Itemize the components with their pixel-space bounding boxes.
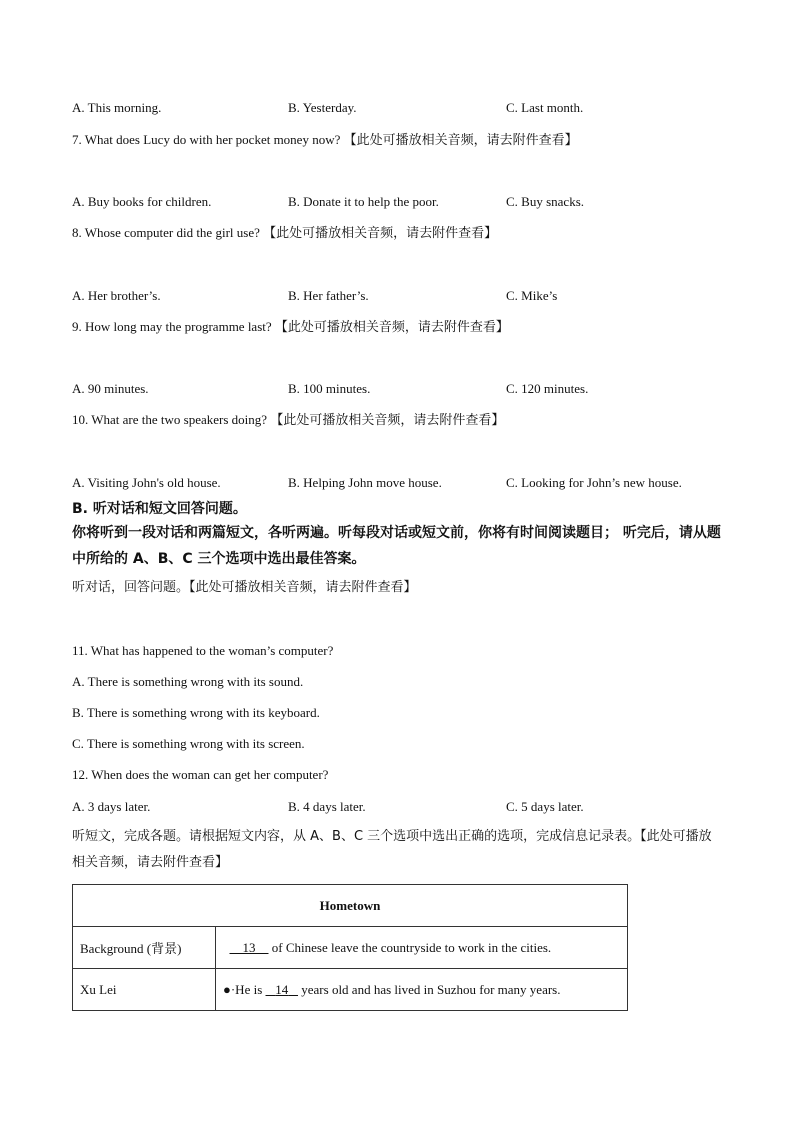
info-record-table bbox=[72, 884, 628, 1011]
dialogue-prompt: 听对话，回答问题。【此处可播放相关音频，请去附件查看】 bbox=[72, 580, 417, 595]
q8-option-b: B. Her father’s. bbox=[288, 288, 369, 303]
q10-option-c: C. Looking for John’s new house. bbox=[506, 475, 682, 490]
q11-option-c: C. There is something wrong with its screen. bbox=[72, 736, 305, 751]
q10-question: 10. What are the two speakers doing? bbox=[72, 412, 268, 427]
q11-option-a: A. There is something wrong with its sound. bbox=[72, 674, 304, 689]
q8-option-c: C. Mike’s bbox=[506, 288, 558, 303]
q8-line bbox=[72, 225, 497, 242]
q12-option-c: C. 5 days later. bbox=[506, 799, 584, 814]
q10-audio-link[interactable]: 【此处可播放相关音频，请去附件查看】 bbox=[270, 413, 505, 428]
q6-option-b: B. Yesterday. bbox=[288, 100, 357, 115]
q11-option-b: B. There is something wrong with its keyboard. bbox=[72, 705, 320, 720]
q12-option-a: A. 3 days later. bbox=[72, 799, 151, 814]
passage-prompt: 听短文，完成各题。请根据短文内容，从 A、B、C 三个选项中选出正确的选项，完成信息记录表。【此处可播放相关音频，请去附件查看】 bbox=[72, 829, 712, 870]
q6-option-a: A. This morning. bbox=[72, 100, 162, 115]
q7-option-c: C. Buy snacks. bbox=[506, 194, 584, 209]
q9-option-c: C. 120 minutes. bbox=[506, 381, 589, 396]
q8-option-a: A. Her brother’s. bbox=[72, 288, 161, 303]
q7-option-a: A. Buy books for children. bbox=[72, 194, 212, 209]
row-label-xu-lei: Xu Lei bbox=[73, 969, 216, 1011]
q7-option-b: B. Donate it to help the poor. bbox=[288, 194, 439, 209]
blank-13[interactable]: 13 bbox=[242, 939, 256, 955]
q9-option-a: A. 90 minutes. bbox=[72, 381, 149, 396]
table-row bbox=[73, 969, 628, 1011]
q10-option-b: B. Helping John move house. bbox=[288, 475, 442, 490]
section-b-title: B. 听对话和短文回答问题。 bbox=[72, 501, 247, 517]
q11-question: 11. What has happened to the woman’s computer? bbox=[72, 643, 334, 658]
q12-option-b: B. 4 days later. bbox=[288, 799, 366, 814]
row-label-background: Background (背景) bbox=[73, 927, 216, 969]
q10-option-a: A. Visiting John's old house. bbox=[72, 475, 221, 490]
q6-option-c: C. Last month. bbox=[506, 100, 584, 115]
q12-question: 12. When does the woman can get her computer? bbox=[72, 767, 329, 782]
q9-line bbox=[72, 319, 509, 336]
section-b-instructions: 你将听到一段对话和两篇短文，各听两遍。听每段对话或短文前，你将有时间阅读题目； 听完后，请从题中所给的 A、B、C 三个选项中选出最佳答案。 bbox=[72, 525, 721, 567]
q7-line bbox=[72, 132, 578, 149]
q8-question: 8. Whose computer did the girl use? bbox=[72, 225, 260, 240]
q7-question: 7. What does Lucy do with her pocket money now? bbox=[72, 132, 341, 147]
q7-audio-link[interactable]: 【此处可播放相关音频，请去附件查看】 bbox=[343, 133, 578, 148]
row-content-xu-lei: ●·He is 14 years old and has lived in Suzhou for many years. bbox=[216, 969, 628, 1011]
q9-question: 9. How long may the programme last? bbox=[72, 319, 272, 334]
q9-audio-link[interactable]: 【此处可播放相关音频，请去附件查看】 bbox=[274, 320, 509, 335]
row-content-background: 13 of Chinese leave the countryside to work in the cities. bbox=[216, 927, 628, 969]
q10-line bbox=[72, 412, 504, 429]
blank-14[interactable]: 14 bbox=[275, 981, 289, 997]
q8-audio-link[interactable]: 【此处可播放相关音频，请去附件查看】 bbox=[263, 226, 498, 241]
table-header: Hometown bbox=[73, 885, 628, 927]
table-row bbox=[73, 927, 628, 969]
q9-option-b: B. 100 minutes. bbox=[288, 381, 371, 396]
